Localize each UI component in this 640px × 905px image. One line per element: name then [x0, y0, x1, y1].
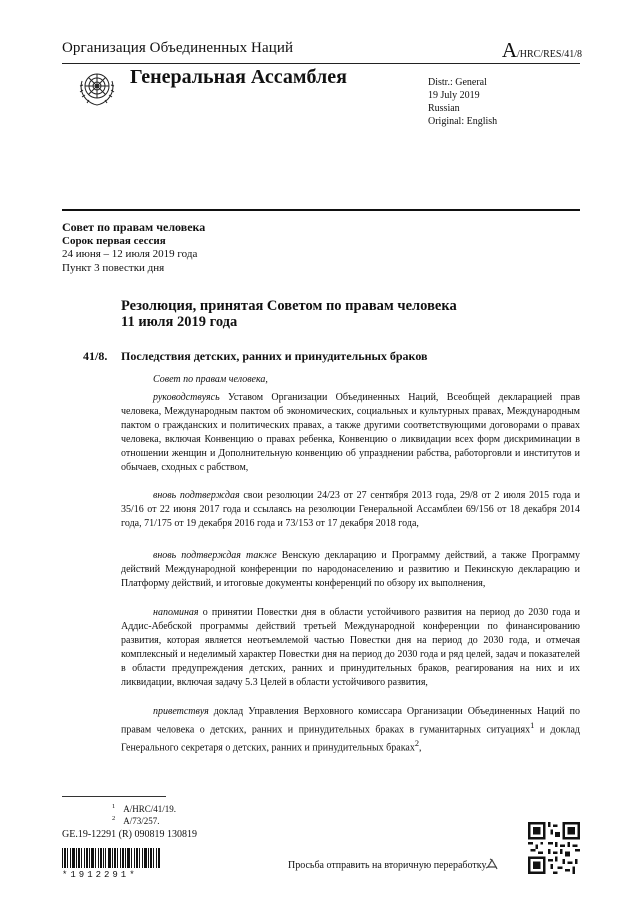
footnote-text: A/HRC/41/19.	[123, 804, 177, 814]
paragraph-4	[121, 606, 580, 690]
distr-line: Russian	[428, 103, 460, 114]
intro-text: Совет по правам человека,	[153, 374, 268, 385]
document-symbol	[502, 38, 582, 63]
barcode-icon	[62, 848, 160, 868]
paragraph-2-lead: вновь подтверждая	[153, 490, 240, 501]
un-emblem-icon	[76, 67, 118, 109]
distr-line: 19 July 2019	[428, 90, 480, 101]
resolution-heading	[121, 298, 457, 330]
header-rule	[62, 63, 580, 64]
distr-line: Original: English	[428, 116, 498, 127]
distribution-info	[428, 76, 497, 128]
paragraph-3-text: Венскую декларацию и Программу действий, а также Программу действий Международной конференции по народонаселению и развитию и Пекинскую декларацию и Платформу действий, и итоговые документы конференций по обзору их выполнения,	[121, 550, 580, 589]
paragraph-2-text: свои резолюции 24/23 от 27 сентября 2013 года, 29/8 от 2 июля 2015 года и 35/16 от 22 июня 2017 года и ссылаясь на резолюции Генеральной Ассамблеи 69/156 от 18 декабря 2014 года, 71/175 от 19 декабря 2016 года и 73/153 от 17 декабря 2018 года,	[121, 490, 580, 529]
paragraph-5-text: ,	[419, 742, 422, 754]
footnote-number: 1	[112, 803, 116, 810]
resolution-number: 41/8.	[83, 349, 108, 363]
qr-code-icon	[528, 822, 580, 874]
paragraph-1-text: Уставом Организации Объединенных Наций, Всеобщей декларацией прав человека, Международным пактом об экономических, социальных и культурных правах, Международным пактом о гражданских и политических правах, а также другими соответствующими договорами о правах человека, включая Конвенцию о правах ребенка, Конвенцию о ликвидации всех форм дискриминации в отношении женщин и Дополнительную конвенцию об упразднении рабства, работорговли и институтов и обычаев, сходных с рабством,	[121, 392, 580, 473]
footnote	[112, 815, 160, 826]
symbol-letter: A	[501, 38, 517, 62]
session-name: Сорок первая сессия	[62, 234, 166, 247]
paragraph-5-text: и доклад Генерального секретаря о детских, ранних и принудительных браках	[121, 724, 580, 754]
body-intro	[121, 373, 580, 387]
paragraph-3-lead: вновь подтверждая также	[153, 550, 277, 561]
heading-line-2: 11 июля 2019 года	[121, 314, 238, 330]
resolution-title: Последствия детских, ранних и принудительных браков	[121, 349, 428, 363]
paragraph-5	[121, 705, 580, 756]
header-thick-rule	[62, 209, 580, 211]
paragraph-4-text: о принятии Повестки дня в области устойчивого развития на период до 2030 года и Аддис-Абебской программы действий третьей Международной конференции по финансированию развития, которая является неотъемлемой частью Повестки дня на период до 2030 года, и отмечая комплексный и неделимый характер Повестки дня на период до 2030 года и ряд целей, задач и показателей в области предупреждения детских, ранних и принудительных браков, реагирования на них и их ликвидации, включая задачу 5.3 Целей в области устойчивого развития,	[121, 607, 580, 688]
paragraph-5-lead: приветствуя	[153, 706, 209, 717]
job-number: GE.19-12291 (R) 090819 130819	[62, 829, 197, 840]
footnote	[112, 803, 176, 814]
paragraph-5-text: доклад Управления Верховного комиссара Организации Объединенных Наций по правам человека о детских, ранних и принудительных браках в гуманитарных ситуациях	[121, 706, 580, 736]
symbol-code: /HRC/RES/41/8	[516, 49, 582, 60]
paragraph-1	[121, 391, 580, 475]
council-block	[62, 221, 205, 275]
paragraph-2	[121, 489, 580, 531]
footnote-text: A/73/257.	[123, 816, 160, 826]
assembly-title: Генеральная Ассамблея	[130, 66, 347, 88]
heading-line-1: Резолюция, принятая Советом по правам человека	[121, 298, 457, 314]
session-dates: 24 июня – 12 июля 2019 года	[62, 248, 198, 260]
footnote-rule	[62, 796, 166, 797]
footnote-number: 2	[112, 815, 116, 822]
paragraph-3	[121, 549, 580, 591]
recycle-icon	[484, 858, 500, 874]
agenda-item: Пункт 3 повестки дня	[62, 261, 165, 274]
paragraph-4-lead: напоминая	[153, 607, 199, 618]
organization-name: Организация Объединенных Наций	[62, 40, 294, 56]
council-name: Совет по правам человека	[62, 220, 206, 234]
barcode-number: *1912291*	[62, 870, 138, 880]
footnote-ref[interactable]: 2	[414, 739, 420, 749]
recycle-note: Просьба отправить на вторичную переработку	[288, 860, 487, 871]
footnote-ref[interactable]: 1	[530, 721, 535, 730]
paragraph-1-lead: руководствуясь	[153, 392, 220, 403]
distr-line: Distr.: General	[428, 77, 487, 88]
